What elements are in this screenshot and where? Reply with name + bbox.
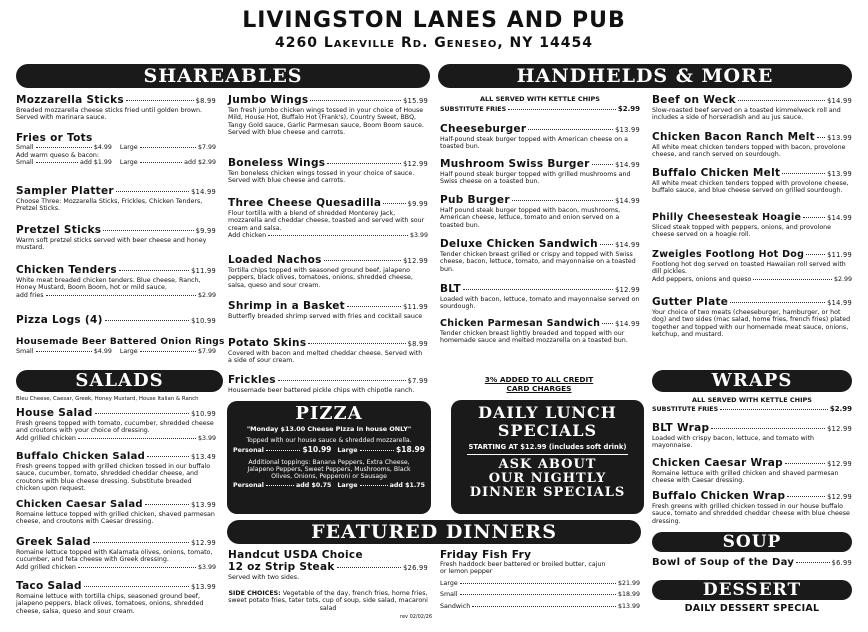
item-description: Warm soft pretzel sticks served with beer cheese and honey mustard. (16, 237, 207, 252)
item-description: Footlong hot dog served on toasted Hawaiian roll served with dill pickles. (652, 261, 846, 276)
menu-item-blt-wrap (652, 422, 852, 450)
item-name: Beef on Weck (652, 94, 736, 106)
item-name: BLT Wrap (652, 422, 710, 434)
item-price: $12.99 (827, 493, 852, 501)
menu-item-loaded-nachos (228, 254, 428, 289)
item-description: Fresh greens topped with tomato, cucumber, shredded cheese and croutons with your choice of dressing. (16, 420, 214, 435)
soup-banner: SOUP (652, 532, 852, 552)
item-price: $15.99 (403, 97, 428, 105)
dessert-banner: DESSERT (652, 580, 852, 600)
item-name: Chicken Caesar Wrap (652, 457, 783, 469)
menu-item-jumbo-wings (228, 94, 428, 137)
menu-item-fish-fry (440, 549, 640, 611)
menu-item-pizza-logs (16, 314, 216, 327)
menu-item-mozzarella-sticks (16, 94, 216, 122)
menu-item-shrimp-basket (228, 300, 428, 320)
item-description: All white meat chicken tenders topped with provolone cheese, buffalo sauce, and blue cheese served on grilled sourdough. (652, 180, 849, 195)
item-name: Pretzel Sticks (16, 224, 102, 236)
lunch-price: STARTING AT $12.99 (includes soft drink) (468, 443, 627, 451)
lunch-title-line1: DAILY LUNCH (478, 403, 617, 422)
wraps-banner: WRAPS (652, 370, 852, 392)
item-description: Half pound steak burger topped with grilled mushrooms and Swiss cheese on a toasted bun. (440, 171, 631, 186)
page-header (0, 8, 868, 51)
item-name-line2: 12 oz Strip Steak (228, 561, 335, 573)
item-description: Fresh greens with grilled chicken tossed in our house buffalo sauce, tomato and shredded cheddar cheese with blue cheese dressing. (652, 503, 850, 525)
item-price: $13.99 (615, 126, 640, 134)
item-name: Buffalo Chicken Salad (16, 451, 146, 462)
item-description: Tender chicken breast lightly breaded and topped with our homemade sauce and melted mozzarella on a toasted bun. (440, 330, 628, 345)
menu-item-pub-burger (440, 194, 640, 229)
revision-date: rev 02/02/26 (400, 614, 433, 620)
item-price: $13.49 (191, 453, 216, 461)
side-choices (228, 590, 428, 612)
item-name: Mozzarella Sticks (16, 94, 124, 106)
item-description: Flour tortilla with a blend of shredded Monterey Jack, mozzarella and cheddar cheese, toasted and served with sour cream and salsa. (228, 210, 425, 232)
item-name: Loaded Nachos (228, 254, 322, 266)
item-price: $8.99 (407, 340, 428, 348)
item-name: Housemade Beer Battered Onion Rings (16, 337, 225, 347)
item-name-line1: Handcut USDA Choice (228, 549, 363, 561)
item-price: $12.99 (191, 539, 216, 547)
menu-item-beef-on-weck (652, 94, 852, 122)
wraps-kettle-chips-note: ALL SERVED WITH KETTLE CHIPS (692, 396, 812, 404)
addon-row: add fries $2.99 (16, 291, 216, 299)
item-name: Gutter Plate (652, 296, 729, 308)
item-description: Choose Three: Mozzarella Sticks, Frickles, Chicken Tenders, Pretzel Sticks. (16, 198, 203, 213)
pizza-toppings-price-row: Personal add $0.75 Large add $1.75 (233, 481, 425, 489)
menu-item-onion-rings (16, 336, 225, 356)
item-name: Greek Salad (16, 536, 91, 548)
item-description: Tortilla chips topped with seasoned ground beef, jalapeno peppers, black olives, tomatoes, onions, shredded cheese, salsa, queso and sour cream. (228, 267, 413, 289)
side-choices-list: Vegetable of the day, french fries, home fries, sweet potato fries, tater tots, cup of soup, side salad, macaroni salad (228, 590, 428, 612)
menu-item-frickles (228, 374, 428, 394)
item-name: Boneless Wings (228, 157, 326, 169)
item-name: Chicken Bacon Ranch Melt (652, 131, 816, 143)
item-description: Breaded mozzarella cheese sticks fried until golden brown. Served with marinara sauce. (16, 107, 203, 122)
menu-item-blt (440, 283, 640, 311)
item-name: Sampler Platter (16, 185, 114, 197)
side-choices-label: SIDE CHOICES: (228, 590, 281, 597)
menu-item-cheeseburger (440, 123, 640, 151)
item-name: Buffalo Chicken Wrap (652, 490, 786, 502)
size-price-row: Small $4.99 Large $7.99 (16, 144, 216, 151)
restaurant-address: 4260 Lakeville Rd. Geneseo, NY 14454 (275, 35, 593, 51)
item-price: $14.99 (827, 97, 852, 105)
item-price: $13.99 (191, 583, 216, 591)
item-price: $14.99 (615, 241, 640, 249)
menu-item-chicken-tenders (16, 264, 216, 299)
item-name: Shrimp in a Basket (228, 300, 345, 312)
menu-item-pretzel-sticks (16, 224, 216, 252)
item-price: $12.99 (403, 257, 428, 265)
item-price: $14.99 (827, 299, 852, 307)
item-name: Pub Burger (440, 194, 510, 206)
item-description: Romaine lettuce topped with Kalamata olives, onions, tomato, cucumber, and feta cheese with Greek dressing. (16, 549, 213, 564)
item-price: $9.99 (407, 200, 428, 208)
menu-item-gutter-plate (652, 296, 852, 339)
salad-dressings: Bleu Cheese, Caesar, Greek, Honey Mustard, House Italian & Ranch (16, 396, 199, 402)
item-price: $6.99 (831, 559, 852, 567)
item-price: $13.99 (827, 170, 852, 178)
item-name: Mushroom Swiss Burger (440, 158, 590, 170)
item-description: Housemade beer battered pickle chips with chipotle ranch. (228, 387, 415, 394)
menu-item-potato-skins (228, 337, 428, 365)
item-price: $14.99 (827, 214, 852, 222)
item-name: Potato Skins (228, 337, 307, 349)
ask-line3: DINNER SPECIALS (469, 485, 626, 500)
item-price: $14.99 (615, 161, 640, 169)
menu-item-philly-cheesesteak (652, 212, 852, 239)
item-price: $11.99 (827, 251, 852, 259)
item-name: Chicken Parmesan Sandwich (440, 318, 601, 329)
pizza-box (227, 401, 431, 514)
menu-item-quesadilla (228, 197, 428, 240)
item-price: $12.99 (403, 160, 428, 168)
item-name: Bowl of Soup of the Day (652, 557, 795, 568)
item-name: Fries or Tots (16, 132, 93, 144)
item-description: Fresh greens topped with grilled chicken tossed in our buffalo sauce, cucumber, tomato, shredded cheddar cheese, and croutons with blue cheese dressing. Substitute breaded chicken upon request. (16, 463, 211, 493)
item-name: Jumbo Wings (228, 94, 309, 106)
item-name: Chicken Caesar Salad (16, 499, 143, 510)
pizza-title: PIZZA (295, 403, 363, 424)
item-description: Slow-roasted beef served on a toasted kimmelweck roll and includes a side of horseradish and au jus sauce. (652, 107, 841, 122)
item-price: $11.99 (191, 267, 216, 275)
item-description: Ten fresh jumbo chicken wings tossed in your choice of House Mild, House Hot, Buffalo Hot (Frank's), Country Sweet, BBQ, Tangy Gold sauce, Garlic Parmesan sauce, Boom Boom sauce. Served with blue cheese and carrots. (228, 107, 424, 137)
item-description: White meat breaded chicken tenders. Blue cheese, Ranch, Honey Mustard, Boom Boom, hot or mild sauce. (16, 277, 201, 292)
item-description: Romaine lettuce topped with grilled chicken, shaved parmesan cheese, and croutons with Caesar dressing. (16, 511, 215, 526)
menu-item-boneless-wings (228, 157, 428, 185)
menu-item-deluxe-chicken-sandwich (440, 238, 640, 273)
lunch-title-line2: SPECIALS (497, 421, 598, 440)
menu-item-chicken-bacon-ranch-melt (652, 131, 852, 159)
item-price: $12.99 (827, 460, 852, 468)
item-name: Philly Cheesesteak Hoagie (652, 212, 802, 223)
pizza-toppings: Additional toppings: Banana Peppers, Extra Cheese, Jalapeno Peppers, Sweet Peppers, Mushrooms, Black Olives, Onions, Pepperoni or Sausage (247, 458, 411, 481)
item-description: Your choice of two meats (cheeseburger, hamburger, or hot dog) and two sides (mac salad, home fries, french fries) plated together and topped with our homemade meat sauce, onions, ketchup, and mustard. (652, 309, 851, 339)
item-name: Three Cheese Quesadilla (228, 197, 382, 209)
menu-item-buffalo-chicken-wrap (652, 490, 852, 525)
item-description: Half pound steak burger topped with bacon, mushrooms, American cheese, lettuce, tomato and onion served on a toasted bun. (440, 207, 621, 229)
menu-item-buffalo-chicken-salad (16, 451, 216, 493)
item-name: Taco Salad (16, 580, 82, 592)
item-price: $13.99 (191, 501, 216, 509)
item-price: $14.99 (615, 197, 640, 205)
item-price: $11.99 (403, 303, 428, 311)
size-price-row: Small add $1.99 Large add $2.99 (16, 159, 216, 166)
item-description: Tender chicken breast grilled or crispy and topped with Swiss cheese, bacon, lettuce, tomato, and mayonnaise on a toasted bun. (440, 251, 636, 273)
menu-item-mushroom-swiss-burger (440, 158, 640, 186)
item-description: Served with two sides. (228, 574, 300, 581)
featured-dinners-banner: FEATURED DINNERS (227, 520, 641, 544)
menu-item-taco-salad (16, 580, 216, 615)
addon-row: Add grilled chicken $3.99 (16, 563, 216, 571)
item-price: $12.99 (615, 286, 640, 294)
item-description: Loaded with crispy bacon, lettuce, and tomato with mayonnaise. (652, 435, 815, 450)
item-price: $14.99 (615, 320, 640, 328)
item-price: $8.99 (195, 97, 216, 105)
item-name: Frickles (228, 374, 276, 386)
item-price: $12.99 (827, 425, 852, 433)
daily-lunch-specials-box (451, 400, 644, 514)
item-description: All white meat chicken tenders topped with bacon, provolone cheese, and ranch served on sourdough. (652, 144, 846, 159)
menu-item-strip-steak (228, 549, 428, 581)
pizza-topped: Topped with our house sauce & shredded mozzarella. (246, 437, 412, 444)
item-description: Loaded with bacon, lettuce, tomato and mayonnaise served on sourdough. (440, 296, 640, 311)
item-name: BLT (440, 283, 462, 295)
dessert-special: DAILY DESSERT SPECIAL (684, 603, 820, 614)
item-name: Zweigles Footlong Hot Dog (652, 249, 805, 260)
menu-item-chicken-parmesan-sandwich (440, 318, 640, 345)
size-price-row: Sandwich $13.99 (440, 603, 640, 610)
item-description: Fresh haddock beer battered or broiled butter, cajun or lemon pepper (440, 561, 606, 576)
menu-item-house-salad (16, 407, 216, 442)
pizza-monday-special: "Monday $13.00 Cheese Pizza in house ONLY" (246, 425, 412, 433)
handhelds-banner: HANDHELDS & MORE (438, 64, 852, 88)
item-description: Romaine lettuce with grilled chicken and shaved parmesan cheese with Caesar dressing. (652, 470, 839, 485)
item-name: Chicken Tenders (16, 264, 117, 276)
item-name: Friday Fish Fry (440, 549, 532, 561)
menu-item-fries-or-tots (16, 132, 216, 167)
size-price-row: Small $18.99 (440, 591, 640, 599)
credit-card-note: 3% ADDED TO ALL CREDIT CARD CHARGES (484, 375, 594, 393)
item-price: $10.99 (191, 410, 216, 418)
size-price-row: Small $4.99 Large $7.99 (16, 348, 216, 355)
restaurant-name: LIVINGSTON LANES AND PUB (242, 8, 626, 33)
item-price: $14.99 (191, 188, 216, 196)
addon-row: Add chicken $3.99 (228, 232, 428, 240)
item-description: Ten boneless chicken wings tossed in your choice of sauce. Served with blue cheese and carrots. (228, 170, 415, 185)
substitute-fries-row: SUBSTITUTE FRIES $2.99 (440, 105, 640, 113)
item-price: $10.99 (191, 317, 216, 325)
menu-item-sampler-platter (16, 185, 216, 213)
item-name: Pizza Logs (4) (16, 314, 103, 326)
menu-item-chicken-caesar-salad (16, 499, 216, 526)
item-price: $7.99 (407, 377, 428, 385)
addon-row: Add grilled chicken $3.99 (16, 434, 216, 442)
item-name: Cheeseburger (440, 123, 527, 135)
size-price-row: Large $21.99 (440, 579, 640, 587)
item-note: Add warm queso & bacon: (16, 151, 100, 159)
addon-row: Add peppers, onions and queso $2.99 (652, 275, 852, 283)
menu-item-chicken-caesar-wrap (652, 457, 852, 485)
item-price: $9.99 (195, 227, 216, 235)
item-name: Deluxe Chicken Sandwich (440, 238, 598, 250)
item-description: Covered with bacon and melted cheddar cheese. Served with a side of sour cream. (228, 350, 423, 365)
menu-item-buffalo-chicken-melt (652, 167, 852, 195)
item-name: House Salad (16, 407, 93, 419)
item-description: Sliced steak topped with peppers, onions, and provolone cheese served on a hoagie roll. (652, 224, 832, 239)
shareables-banner: SHAREABLES (16, 64, 430, 88)
menu-item-greek-salad (16, 536, 216, 571)
item-price: $13.99 (827, 134, 852, 142)
item-description: Romaine lettuce with tortilla chips, seasoned ground beef, jalapeno peppers, black olives, tomatoes, onions, shredded cheese, salsa, queso and sour cream. (16, 593, 204, 615)
item-description: Half-pound steak burger topped with American cheese on a toasted bun. (440, 136, 628, 151)
ask-line2: OUR NIGHTLY (488, 471, 607, 486)
menu-item-soup (652, 557, 852, 569)
pizza-price-row: Personal $10.99 Large $18.99 (233, 445, 425, 454)
wraps-substitute-fries-row: SUBSTITUTE FRIES $2.99 (652, 405, 852, 413)
item-description: Butterfly breaded shrimp served with fries and cocktail sauce (228, 313, 423, 320)
kettle-chips-note: ALL SERVED WITH KETTLE CHIPS (480, 95, 600, 103)
item-name: Buffalo Chicken Melt (652, 167, 781, 179)
menu-item-zweigles-hot-dog (652, 249, 852, 283)
ask-line1: ASK ABOUT (498, 457, 597, 472)
salads-banner: SALADS (16, 370, 223, 392)
item-price: $26.99 (403, 564, 428, 572)
